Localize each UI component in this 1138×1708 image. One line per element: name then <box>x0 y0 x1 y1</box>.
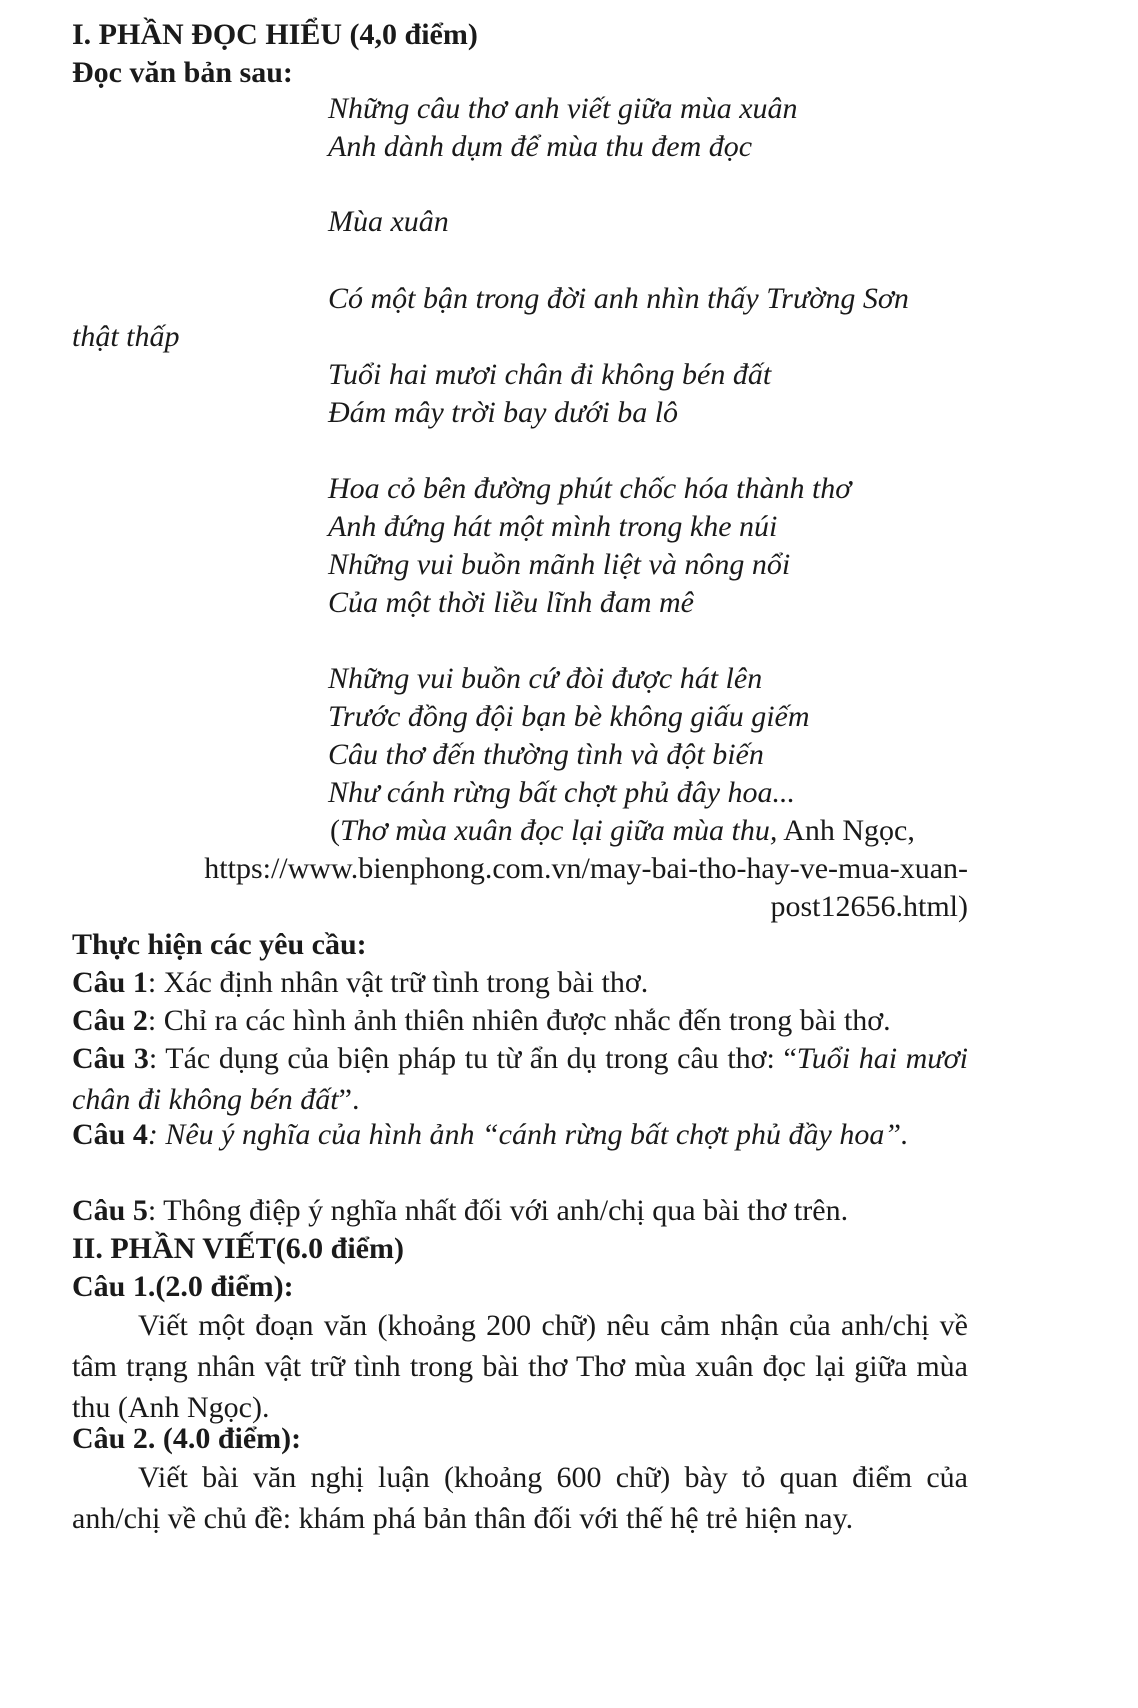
source-title: Thơ mùa xuân đọc lại giữa mùa thu, <box>340 814 778 847</box>
poem-line: Những vui buồn cứ đòi được hát lên <box>328 662 763 695</box>
poem-line: Anh đứng hát một mình trong khe núi <box>328 510 778 543</box>
poem-line: Đám mây trời bay dưới ba lô <box>328 396 679 429</box>
poem-line: Những câu thơ anh viết giữa mùa xuân <box>328 92 798 125</box>
question-label: Câu 5 <box>72 1194 148 1227</box>
poem-line: Như cánh rừng bất chợt phủ đây hoa... <box>328 776 796 809</box>
writing-task-2-heading: Câu 2. (4.0 điểm): <box>72 1422 302 1455</box>
question-label: Câu 3 <box>72 1042 149 1075</box>
poem-line: Mùa xuân <box>328 205 449 238</box>
question-label: Câu 2 <box>72 1004 148 1037</box>
poem-line: Có một bận trong đời anh nhìn thấy Trường Sơn <box>328 282 909 315</box>
question-4: Câu 4: Nêu ý nghĩa của hình ảnh “cánh rừng bất chợt phủ đầy hoa”. <box>72 1118 909 1151</box>
poem-line-wrap: thật thấp <box>72 320 180 353</box>
source-author: Anh Ngọc, <box>777 814 915 847</box>
poem-line: Của một thời liều lĩnh đam mê <box>328 586 694 619</box>
source-url-line1: https://www.bienphong.com.vn/may-bai-tho-hay-ve-mua-xuan- <box>204 852 968 885</box>
question-label: Câu 4 <box>72 1118 148 1151</box>
poem-line: Anh dành dụm để mùa thu đem đọc <box>328 130 753 163</box>
writing-task-1-heading: Câu 1.(2.0 điểm): <box>72 1270 294 1303</box>
poem-line: Những vui buồn mãnh liệt và nông nổi <box>328 548 791 581</box>
question-label: Câu 1 <box>72 966 148 999</box>
question-5: Câu 5: Thông điệp ý nghĩa nhất đối với anh/chị qua bài thơ trên. <box>72 1194 849 1227</box>
quoted-verse: Tuổi hai mươi chân đi không bén đất <box>72 1042 968 1116</box>
writing-task-2-text: Viết bài văn nghị luận (khoảng 600 chữ) bày tỏ quan điểm của anh/chị về chủ đề: khám phá bản thân đối với thế hệ trẻ hiện nay. <box>72 1461 968 1535</box>
part2-heading: II. PHẦN VIẾT(6.0 điểm) <box>72 1232 404 1265</box>
source-url-line2: post12656.html) <box>770 890 968 923</box>
poem-line: Tuổi hai mươi chân đi không bén đất <box>328 358 772 391</box>
tasks-heading: Thực hiện các yêu cầu: <box>72 928 367 961</box>
part1-heading: I. PHẦN ĐỌC HIỂU (4,0 điểm) <box>72 18 478 51</box>
question-3: Câu 3: Tác dụng của biện pháp tu từ ẩn dụ trong câu thơ: “Tuổi hai mươi chân đi không bén đất”. <box>72 1042 968 1116</box>
poem-line: Trước đồng đội bạn bè không giấu giếm <box>328 700 810 733</box>
writing-task-1-text: Viết một đoạn văn (khoảng 200 chữ) nêu cảm nhận của anh/chị về tâm trạng nhân vật trữ tình trong bài thơ Thơ mùa xuân đọc lại giữa mùa thu (Anh Ngọc). <box>72 1309 968 1424</box>
reading-instruction: Đọc văn bản sau: <box>72 56 293 89</box>
question-1: Câu 1: Xác định nhân vật trữ tình trong bài thơ. <box>72 966 649 999</box>
question-2: Câu 2: Chỉ ra các hình ảnh thiên nhiên được nhắc đến trong bài thơ. <box>72 1004 891 1037</box>
poem-line: Câu thơ đến thường tình và đột biến <box>328 738 764 771</box>
poem-line: Hoa cỏ bên đường phút chốc hóa thành thơ <box>328 472 852 505</box>
source-title-line: (Thơ mùa xuân đọc lại giữa mùa thu, Anh Ngọc, <box>330 814 915 847</box>
